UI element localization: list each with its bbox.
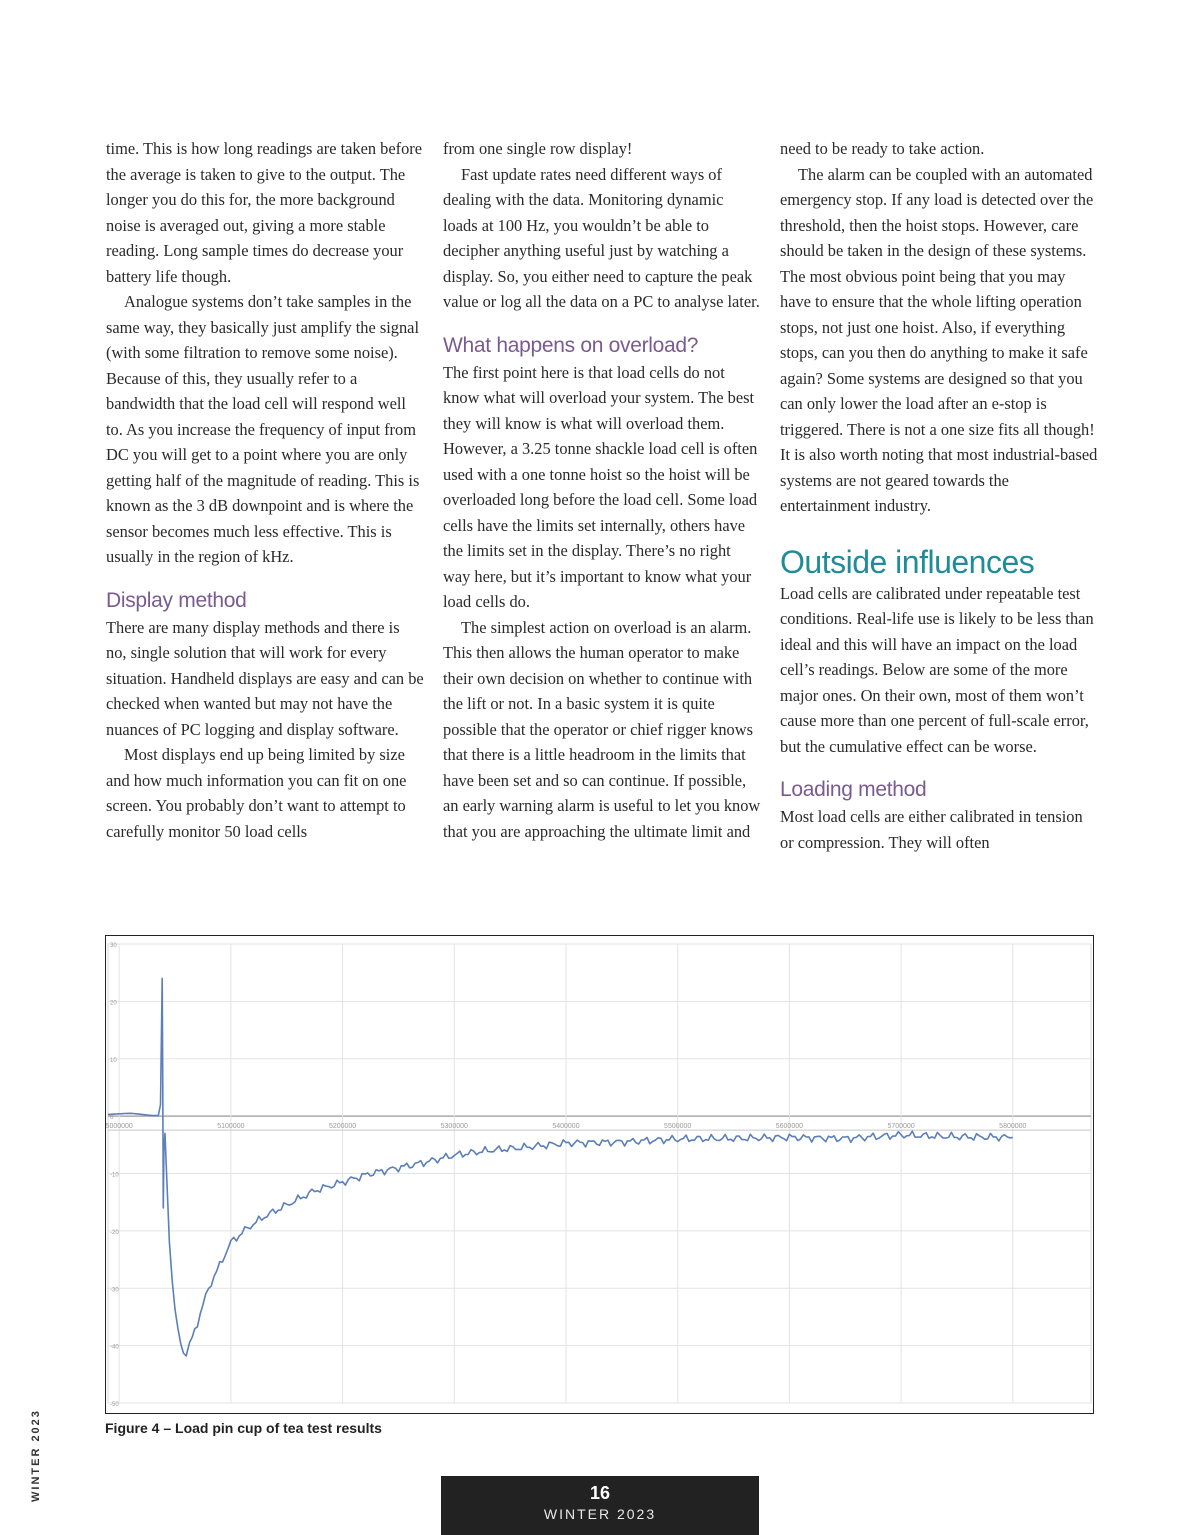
paragraph: from one single row display! (443, 139, 633, 158)
paragraph: Analogue systems don’t take samples in the same way, they basically just amplify the signal (with some filtration to remove some noise). Because of this, they usually refer to a bandwidth that the load cell will respond well to. As you increase the frequency of input from DC you will get to a point where you are only getting half of the magnitude of reading. This is known as the 3 dB downpoint and is where the sensor becomes much less effective. This is usually in the region of kHz. (106, 292, 420, 566)
paragraph: Most displays end up being limited by size and how much information you can fit on one screen. You probably don’t want to attempt to carefully monitor 50 load cells (106, 745, 407, 841)
y-tick-label: 0 (110, 1115, 114, 1122)
y-tick-label: 10 (110, 1057, 117, 1064)
paragraph: Load cells are calibrated under repeatable test conditions. Real-life use is likely to be less than ideal and this will have an impact on the load cell’s readings. Below are some of the more major ones. On their own, most of them won’t cause more than one percent of full-scale error, but the cumulative effect can be worse. (780, 583, 1094, 756)
x-tick-label: 5200000 (328, 1123, 357, 1131)
paragraph: Most load cells are either calibrated in tension or compression. They will often (780, 807, 1083, 852)
issue-side-label: WINTER 2023 (30, 1409, 42, 1502)
footer-issue: WINTER 2023 (543, 1506, 657, 1522)
line-chart (106, 936, 1093, 1413)
section-heading-display-method: Display method (106, 588, 247, 612)
x-tick-label: 5800000 (999, 1123, 1027, 1131)
paragraph: There are many display methods and there is no, single solution that will work for every situation. Handheld displays are easy and can be checked when wanted but may not have the nuances of PC logging and display software. (106, 617, 424, 739)
y-tick-label: -50 (110, 1402, 119, 1408)
paragraph: The simplest action on overload is an alarm. This then allows the human operator to make their own decision on whether to continue with the lift or not. In a basic system it is quite possible that the operator or chief rigger knows that there is a little headroom in the limits that have been set and so can continue. If possible, an early warning alarm is useful to let you know that you are approaching the ultimate limit and (443, 617, 761, 841)
x-tick-label: 5500000 (664, 1123, 692, 1131)
x-tick-label: 5600000 (775, 1123, 804, 1131)
section-heading-outside-influences: Outside influences (780, 543, 1035, 580)
x-tick-label: 5300000 (440, 1123, 468, 1131)
x-tick-label: 5700000 (887, 1123, 915, 1131)
paragraph: time. This is how long readings are taken before the average is taken to give to the output. The longer you do this for, the more background noise is averaged out, giving a more stable reading. Long sample times do decrease your battery life though. (106, 139, 423, 286)
paragraph: need to be ready to take action. (780, 139, 985, 158)
paragraph: The first point here is that load cells do not know what will overload your system. The best they will know is what will overload them. However, a 3.25 tonne shackle load cell is often used with a one tonne hoist so the hoist will be overloaded long before the load cell. Some load cells have the limits set internally, others have the limits set in the display. There’s no right way here, but it’s important to know what your load cells do. (443, 362, 758, 611)
x-tick-label: 5400000 (552, 1123, 580, 1131)
y-tick-label: -20 (110, 1229, 119, 1236)
y-tick-label: -30 (110, 1287, 119, 1294)
series-line (108, 978, 1013, 1356)
text-column-1 (106, 136, 424, 844)
figure-chart-frame (105, 935, 1094, 1414)
section-heading-loading-method: Loading method (780, 778, 927, 801)
y-tick-label: 20 (110, 1000, 117, 1007)
x-tick-label: 5000000 (106, 1123, 133, 1131)
page-footer (441, 1476, 759, 1535)
text-column-3 (780, 136, 1098, 855)
page-number: 16 (589, 1483, 611, 1503)
figure-caption: Figure 4 – Load pin cup of tea test results (105, 1420, 382, 1436)
y-tick-label: -40 (110, 1344, 119, 1351)
paragraph: Fast update rates need different ways of dealing with the data. Monitoring dynamic loads at 100 Hz, you wouldn’t be able to decipher anything useful just by watching a display. So, you either need to capture the peak value or log all the data on a PC to analyse later. (443, 164, 760, 311)
y-tick-label: 30 (110, 943, 117, 949)
section-heading-overload: What happens on overload? (443, 333, 699, 357)
paragraph: The alarm can be coupled with an automated emergency stop. If any load is detected over the threshold, then the hoist stops. However, care should be taken in the design of these systems. The most obvious point being that you may have to ensure that the whole lifting operation stops, not just one hoist. Also, if everything stops, can you then do anything to make it safe again? Some systems are designed so that you can only lower the load after an e-stop is triggered. There is not a one size fits all though! It is also worth noting that most industrial-based systems are not geared towards the entertainment industry. (780, 164, 1098, 515)
x-tick-label: 5100000 (217, 1123, 245, 1131)
y-tick-label: -10 (110, 1172, 119, 1179)
text-column-2 (443, 136, 761, 844)
